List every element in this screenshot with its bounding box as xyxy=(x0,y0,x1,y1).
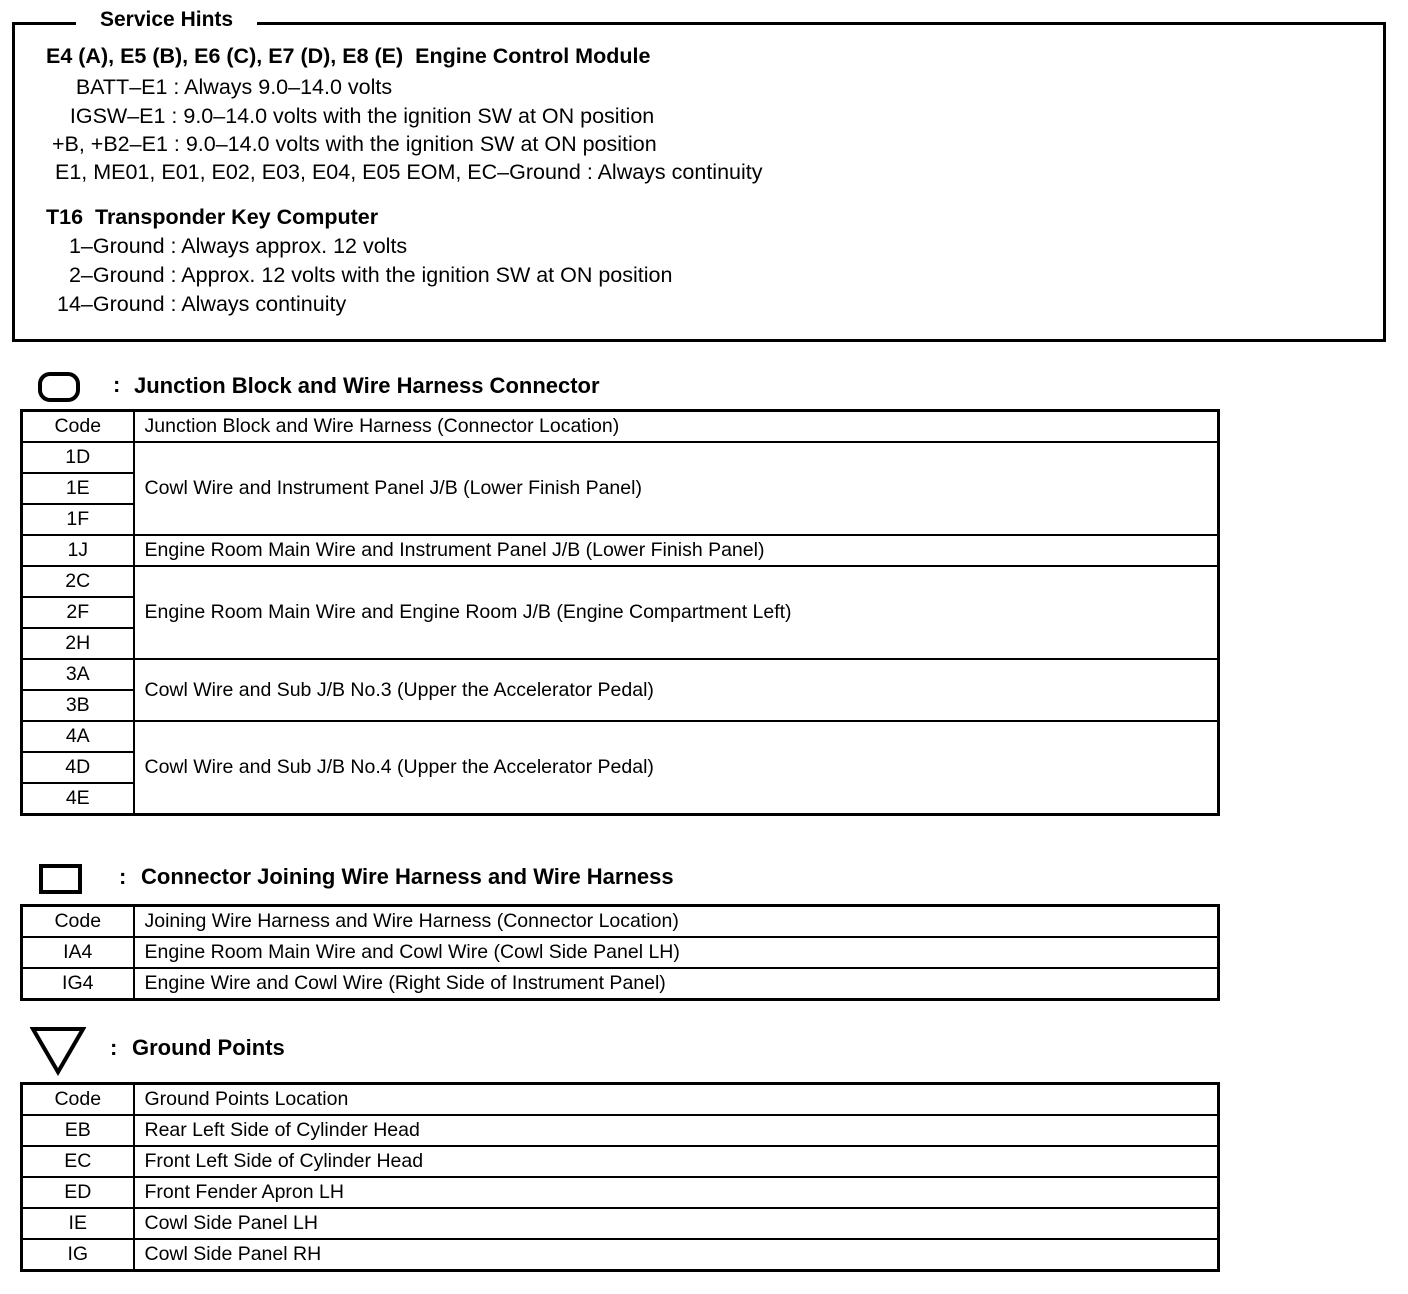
code-cell: IA4 xyxy=(22,937,134,968)
desc-header: Junction Block and Wire Harness (Connector Location) xyxy=(134,411,1219,443)
transponder-line-2: 2–Ground : Approx. 12 volts with the ignition SW at ON position xyxy=(57,263,673,287)
table-row xyxy=(22,721,1219,752)
transponder-heading: T16 Transponder Key Computer xyxy=(46,205,379,229)
connector-joining-symbol-icon xyxy=(39,864,82,894)
desc-cell: Front Left Side of Cylinder Head xyxy=(134,1146,1219,1177)
code-header: Code xyxy=(22,411,134,443)
table-row xyxy=(22,442,1219,473)
ecm-line-ground: E1, ME01, E01, E02, E03, E04, E05 EOM, EC–Ground : Always continuity xyxy=(55,160,763,184)
desc-cell: Cowl Wire and Sub J/B No.4 (Upper the Accelerator Pedal) xyxy=(134,721,1219,815)
table-row xyxy=(22,535,1219,566)
service-hints-title: Service Hints xyxy=(76,6,257,34)
transponder-line-1: 1–Ground : Always approx. 12 volts xyxy=(57,234,408,258)
table-row xyxy=(22,566,1219,597)
desc-header: Ground Points Location xyxy=(134,1084,1219,1116)
desc-cell: Engine Room Main Wire and Engine Room J/B (Engine Compartment Left) xyxy=(134,566,1219,659)
transponder-line-14: 14–Ground : Always continuity xyxy=(57,292,347,316)
code-cell: EC xyxy=(22,1146,134,1177)
desc-cell: Cowl Side Panel RH xyxy=(134,1239,1219,1271)
code-cell: 2C xyxy=(22,566,134,597)
code-cell: EB xyxy=(22,1115,134,1146)
ecm-line-batt: BATT–E1 : Always 9.0–14.0 volts xyxy=(40,75,393,99)
ground-colon: : xyxy=(110,1035,118,1060)
code-cell: 3B xyxy=(22,690,134,721)
desc-cell: Front Fender Apron LH xyxy=(134,1177,1219,1208)
code-cell: IG4 xyxy=(22,968,134,1000)
code-cell: 3A xyxy=(22,659,134,690)
desc-cell: Rear Left Side of Cylinder Head xyxy=(134,1115,1219,1146)
ecm-line-b: +B, +B2–E1 : 9.0–14.0 volts with the ignition SW at ON position xyxy=(40,132,657,156)
code-cell: ED xyxy=(22,1177,134,1208)
ground-point-symbol-icon xyxy=(30,1026,86,1076)
table-row xyxy=(22,968,1219,1000)
desc-cell: Engine Room Main Wire and Cowl Wire (Cowl Side Panel LH) xyxy=(134,937,1219,968)
junction-block-symbol-icon xyxy=(38,372,80,402)
code-cell: 4A xyxy=(22,721,134,752)
ecm-line-igsw: IGSW–E1 : 9.0–14.0 volts with the ignition SW at ON position xyxy=(40,104,655,128)
code-cell: 1E xyxy=(22,473,134,504)
joining-section-title: Connector Joining Wire Harness and Wire Harness xyxy=(141,864,674,889)
code-header: Code xyxy=(22,1084,134,1116)
table-header-row xyxy=(22,1084,1219,1116)
table-row xyxy=(22,1146,1219,1177)
code-cell: IG xyxy=(22,1239,134,1271)
code-cell: 2H xyxy=(22,628,134,659)
desc-cell: Engine Wire and Cowl Wire (Right Side of Instrument Panel) xyxy=(134,968,1219,1000)
desc-cell: Cowl Side Panel LH xyxy=(134,1208,1219,1239)
code-cell: 1F xyxy=(22,504,134,535)
table-row xyxy=(22,1115,1219,1146)
table-row xyxy=(22,1239,1219,1271)
junction-colon: : xyxy=(113,372,121,397)
ground-section-title: Ground Points xyxy=(132,1035,285,1060)
code-cell: 4D xyxy=(22,752,134,783)
joining-colon: : xyxy=(119,864,127,889)
code-cell: 1J xyxy=(22,535,134,566)
desc-cell: Engine Room Main Wire and Instrument Panel J/B (Lower Finish Panel) xyxy=(134,535,1219,566)
junction-table xyxy=(20,409,1220,816)
table-header-row xyxy=(22,411,1219,443)
table-row xyxy=(22,937,1219,968)
table-row xyxy=(22,659,1219,690)
code-header: Code xyxy=(22,906,134,938)
desc-cell: Cowl Wire and Instrument Panel J/B (Lower Finish Panel) xyxy=(134,442,1219,535)
table-row xyxy=(22,1208,1219,1239)
code-cell: 2F xyxy=(22,597,134,628)
code-cell: IE xyxy=(22,1208,134,1239)
code-cell: 1D xyxy=(22,442,134,473)
ground-table xyxy=(20,1082,1220,1272)
joining-table xyxy=(20,904,1220,1001)
code-cell: 4E xyxy=(22,783,134,815)
table-header-row xyxy=(22,906,1219,938)
ecm-heading: E4 (A), E5 (B), E6 (C), E7 (D), E8 (E) Engine Control Module xyxy=(46,44,651,68)
desc-cell: Cowl Wire and Sub J/B No.3 (Upper the Accelerator Pedal) xyxy=(134,659,1219,721)
table-row xyxy=(22,1177,1219,1208)
desc-header: Joining Wire Harness and Wire Harness (Connector Location) xyxy=(134,906,1219,938)
junction-section-title: Junction Block and Wire Harness Connector xyxy=(134,373,600,398)
